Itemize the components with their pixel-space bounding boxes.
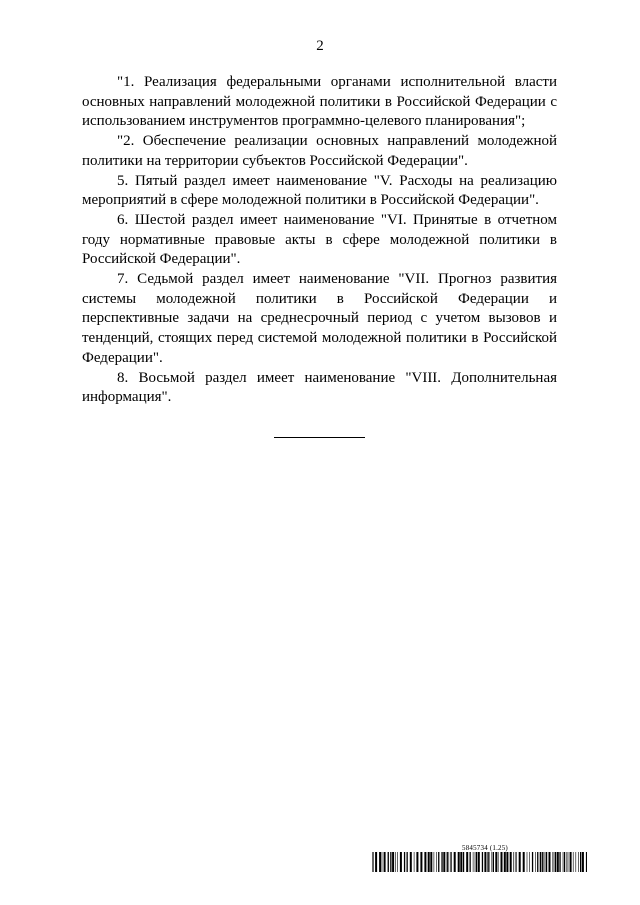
- document-code: 5845734 (1.25): [462, 844, 508, 852]
- paragraph-section-6: 6. Шестой раздел имеет наименование "VI. Принятые в отчетном году нормативные правовые акты в сфере молодежной политики в Российской Федерации".: [82, 211, 557, 268]
- page-number: 2: [316, 38, 324, 54]
- paragraph-section-8: 8. Восьмой раздел имеет наименование "VIII. Дополнительная информация".: [82, 369, 557, 406]
- separator-line: [274, 437, 365, 438]
- paragraph-section-7: 7. Седьмой раздел имеет наименование "VII. Прогноз развития системы молодежной политики в Российской Федерации и перспективные задачи на среднесрочный период с учетом вызовов и тенденций, стоящих перед системой молодежной политики в Российской Федерации".: [82, 271, 557, 366]
- paragraph-item-1: "1. Реализация федеральными органами исполнительной власти основных направлений молодежной политики в Российской Федерации с использованием инструментов программно-целевого планирования";: [82, 74, 557, 130]
- document-body: [82, 73, 557, 408]
- paragraph-section-5: 5. Пятый раздел имеет наименование "V. Расходы на реализацию мероприятий в сфере молодежной политики в Российской Федерации".: [82, 172, 557, 209]
- barcode-icon: [372, 852, 587, 872]
- paragraph-item-2: "2. Обеспечение реализации основных направлений молодежной политики на территории субъектов Российской Федерации".: [82, 133, 557, 169]
